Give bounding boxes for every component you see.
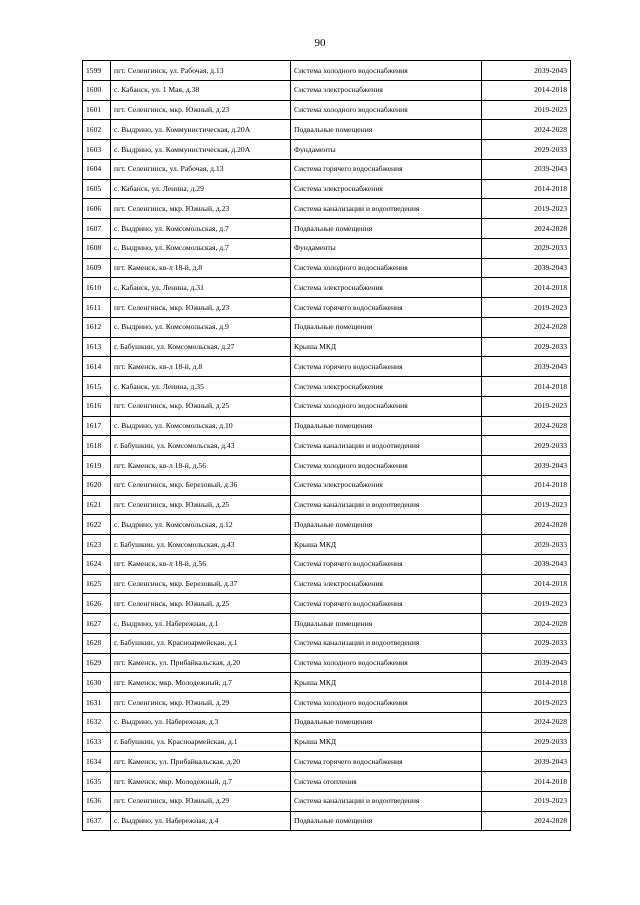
period-cell: 2024-2028 xyxy=(482,515,571,535)
address-cell: пгт. Каменск, кв-л 18-й, д.8 xyxy=(111,258,291,278)
table-row xyxy=(83,199,571,219)
table-row xyxy=(83,693,571,713)
row-number-cell: 1617 xyxy=(83,416,111,436)
row-number-cell: 1614 xyxy=(83,357,111,377)
table-row xyxy=(83,653,571,673)
table-row xyxy=(83,811,571,831)
table-row xyxy=(83,673,571,693)
table-row xyxy=(83,317,571,337)
address-cell: пгт. Селенгинск, мкр. Южный, д.25 xyxy=(111,594,291,614)
period-cell: 2019-2023 xyxy=(482,100,571,120)
table-row xyxy=(83,456,571,476)
period-cell: 2019-2023 xyxy=(482,396,571,416)
table-row xyxy=(83,436,571,456)
address-cell: пгт. Селенгинск, мкр. Южный, д.25 xyxy=(111,396,291,416)
system-cell: Система холодного водоснабжения xyxy=(291,456,482,476)
address-cell: пгт. Селенгинск, ул. Рабочая, д.13 xyxy=(111,61,291,81)
address-cell: пгт. Каменск, кв-л 18-й, д.56 xyxy=(111,456,291,476)
table-row xyxy=(83,396,571,416)
period-cell: 2014-2018 xyxy=(482,772,571,792)
table-row xyxy=(83,140,571,160)
address-cell: пгт. Селенгинск, мкр. Южный, д.23 xyxy=(111,199,291,219)
system-cell: Система канализации и водоотведения xyxy=(291,633,482,653)
row-number-cell: 1600 xyxy=(83,80,111,100)
row-number-cell: 1612 xyxy=(83,317,111,337)
row-number-cell: 1631 xyxy=(83,693,111,713)
table-row xyxy=(83,475,571,495)
row-number-cell: 1632 xyxy=(83,712,111,732)
row-number-cell: 1604 xyxy=(83,159,111,179)
row-number-cell: 1635 xyxy=(83,772,111,792)
system-cell: Система электроснабжения xyxy=(291,574,482,594)
system-cell: Система холодного водоснабжения xyxy=(291,396,482,416)
period-cell: 2029-2033 xyxy=(482,140,571,160)
table-row xyxy=(83,61,571,81)
period-cell: 2014-2018 xyxy=(482,80,571,100)
table-row xyxy=(83,258,571,278)
address-cell: пгт. Селенгинск, мкр. Южный, д.29 xyxy=(111,693,291,713)
row-number-cell: 1603 xyxy=(83,140,111,160)
table-row xyxy=(83,80,571,100)
period-cell: 2019-2023 xyxy=(482,693,571,713)
table-row xyxy=(83,100,571,120)
address-cell: пгт. Селенгинск, мкр. Южный, д.23 xyxy=(111,100,291,120)
row-number-cell: 1629 xyxy=(83,653,111,673)
system-cell: Подвальные помещения xyxy=(291,614,482,634)
period-cell: 2029-2033 xyxy=(482,732,571,752)
table-row xyxy=(83,614,571,634)
period-cell: 2029-2033 xyxy=(482,535,571,555)
system-cell: Крыша МКД xyxy=(291,337,482,357)
address-cell: с. Выдрино, ул. Комсомольская, д.7 xyxy=(111,219,291,239)
system-cell: Подвальные помещения xyxy=(291,120,482,140)
system-cell: Система канализации и водоотведения xyxy=(291,791,482,811)
system-cell: Подвальные помещения xyxy=(291,515,482,535)
system-cell: Система отопления xyxy=(291,772,482,792)
system-cell: Система канализации и водоотведения xyxy=(291,199,482,219)
system-cell: Система горячего водоснабжения xyxy=(291,357,482,377)
system-cell: Фундаменты xyxy=(291,238,482,258)
period-cell: 2014-2018 xyxy=(482,673,571,693)
period-cell: 2014-2018 xyxy=(482,179,571,199)
period-cell: 2039-2043 xyxy=(482,159,571,179)
address-cell: пгт. Селенгинск, мкр. Березовый, д.37 xyxy=(111,574,291,594)
row-number-cell: 1611 xyxy=(83,298,111,318)
address-cell: с. Кабанск, ул. 1 Мая, д.38 xyxy=(111,80,291,100)
table-row xyxy=(83,633,571,653)
address-cell: с. Выдрино, ул. Коммунистическая, д.20А xyxy=(111,120,291,140)
period-cell: 2039-2043 xyxy=(482,258,571,278)
address-cell: пгт. Селенгинск, мкр. Южный, д.29 xyxy=(111,791,291,811)
period-cell: 2039-2043 xyxy=(482,456,571,476)
row-number-cell: 1624 xyxy=(83,554,111,574)
address-cell: г. Бабушкин, ул. Красноармейская, д.1 xyxy=(111,633,291,653)
row-number-cell: 1613 xyxy=(83,337,111,357)
table-row xyxy=(83,377,571,397)
row-number-cell: 1606 xyxy=(83,199,111,219)
table-row xyxy=(83,732,571,752)
address-cell: с. Выдрино, ул. Комсомольская, д.7 xyxy=(111,238,291,258)
period-cell: 2014-2018 xyxy=(482,377,571,397)
row-number-cell: 1625 xyxy=(83,574,111,594)
system-cell: Подвальные помещения xyxy=(291,811,482,831)
address-cell: пгт. Каменск, кв-л 18-й, д.56 xyxy=(111,554,291,574)
system-cell: Система холодного водоснабжения xyxy=(291,258,482,278)
system-cell: Система электроснабжения xyxy=(291,80,482,100)
system-cell: Фундаменты xyxy=(291,140,482,160)
table-row xyxy=(83,791,571,811)
period-cell: 2039-2043 xyxy=(482,554,571,574)
period-cell: 2039-2043 xyxy=(482,752,571,772)
system-cell: Система холодного водоснабжения xyxy=(291,61,482,81)
system-cell: Система канализации и водоотведения xyxy=(291,436,482,456)
table-row xyxy=(83,159,571,179)
system-cell: Система горячего водоснабжения xyxy=(291,594,482,614)
system-cell: Крыша МКД xyxy=(291,673,482,693)
address-cell: с. Выдрино, ул. Комсомольская, д.10 xyxy=(111,416,291,436)
address-cell: г. Бабушкин, ул. Комсомольская, д.43 xyxy=(111,436,291,456)
table-row xyxy=(83,535,571,555)
period-cell: 2024-2028 xyxy=(482,712,571,732)
system-cell: Система электроснабжения xyxy=(291,377,482,397)
row-number-cell: 1626 xyxy=(83,594,111,614)
row-number-cell: 1608 xyxy=(83,238,111,258)
period-cell: 2029-2033 xyxy=(482,238,571,258)
period-cell: 2039-2043 xyxy=(482,357,571,377)
table-row xyxy=(83,337,571,357)
row-number-cell: 1621 xyxy=(83,495,111,515)
system-cell: Система холодного водоснабжения xyxy=(291,653,482,673)
table-row xyxy=(83,594,571,614)
row-number-cell: 1628 xyxy=(83,633,111,653)
period-cell: 2019-2023 xyxy=(482,495,571,515)
row-number-cell: 1623 xyxy=(83,535,111,555)
system-cell: Система холодного водоснабжения xyxy=(291,100,482,120)
period-cell: 2024-2028 xyxy=(482,120,571,140)
address-cell: г. Бабушкин, ул. Комсомольская, д.27 xyxy=(111,337,291,357)
system-cell: Система горячего водоснабжения xyxy=(291,554,482,574)
period-cell: 2024-2028 xyxy=(482,219,571,239)
table-row xyxy=(83,495,571,515)
period-cell: 2019-2023 xyxy=(482,594,571,614)
period-cell: 2024-2028 xyxy=(482,317,571,337)
table-row xyxy=(83,219,571,239)
table-row xyxy=(83,298,571,318)
system-cell: Система канализации и водоотведения xyxy=(291,495,482,515)
row-number-cell: 1609 xyxy=(83,258,111,278)
system-cell: Система горячего водоснабжения xyxy=(291,752,482,772)
system-cell: Подвальные помещения xyxy=(291,317,482,337)
address-cell: пгт. Каменск, мкр. Молодежный, д.7 xyxy=(111,772,291,792)
system-cell: Подвальные помещения xyxy=(291,219,482,239)
period-cell: 2019-2023 xyxy=(482,199,571,219)
period-cell: 2039-2043 xyxy=(482,61,571,81)
period-cell: 2024-2028 xyxy=(482,614,571,634)
system-cell: Крыша МКД xyxy=(291,535,482,555)
table-row xyxy=(83,238,571,258)
address-cell: пгт. Селенгинск, мкр. Южный, д.23 xyxy=(111,298,291,318)
system-cell: Система электроснабжения xyxy=(291,278,482,298)
row-number-cell: 1636 xyxy=(83,791,111,811)
address-cell: пгт. Каменск, ул. Прибайкальская, д.20 xyxy=(111,752,291,772)
table-row xyxy=(83,357,571,377)
address-cell: пгт. Селенгинск, мкр. Березовый, д.36 xyxy=(111,475,291,495)
address-cell: с. Выдрино, ул. Набережная, д.3 xyxy=(111,712,291,732)
address-cell: с. Выдрино, ул. Комсомольская, д.9 xyxy=(111,317,291,337)
system-cell: Подвальные помещения xyxy=(291,712,482,732)
period-cell: 2024-2028 xyxy=(482,811,571,831)
table-row xyxy=(83,712,571,732)
row-number-cell: 1627 xyxy=(83,614,111,634)
system-cell: Система горячего водоснабжения xyxy=(291,159,482,179)
address-cell: пгт. Каменск, ул. Прибайкальская, д.20 xyxy=(111,653,291,673)
address-cell: с. Выдрино, ул. Набережная, д.4 xyxy=(111,811,291,831)
row-number-cell: 1616 xyxy=(83,396,111,416)
address-cell: с. Кабанск, ул. Ленина, д.29 xyxy=(111,179,291,199)
row-number-cell: 1610 xyxy=(83,278,111,298)
row-number-cell: 1637 xyxy=(83,811,111,831)
table-row xyxy=(83,416,571,436)
system-cell: Система электроснабжения xyxy=(291,179,482,199)
address-cell: с. Кабанск, ул. Ленина, д.35 xyxy=(111,377,291,397)
address-cell: с. Выдрино, ул. Комсомольская, д.12 xyxy=(111,515,291,535)
system-cell: Система горячего водоснабжения xyxy=(291,298,482,318)
address-cell: пгт. Селенгинск, ул. Рабочая, д.13 xyxy=(111,159,291,179)
table-row xyxy=(83,574,571,594)
row-number-cell: 1620 xyxy=(83,475,111,495)
table-row xyxy=(83,515,571,535)
address-cell: пгт. Каменск, мкр. Молодежный, д.7 xyxy=(111,673,291,693)
address-cell: г. Бабушкин, ул. Красноармейская, д.1 xyxy=(111,732,291,752)
system-cell: Подвальные помещения xyxy=(291,416,482,436)
row-number-cell: 1618 xyxy=(83,436,111,456)
period-cell: 2039-2043 xyxy=(482,653,571,673)
row-number-cell: 1619 xyxy=(83,456,111,476)
row-number-cell: 1602 xyxy=(83,120,111,140)
register-table xyxy=(82,60,571,831)
table-row xyxy=(83,278,571,298)
row-number-cell: 1599 xyxy=(83,61,111,81)
table-row xyxy=(83,179,571,199)
period-cell: 2019-2023 xyxy=(482,791,571,811)
system-cell: Система электроснабжения xyxy=(291,475,482,495)
row-number-cell: 1630 xyxy=(83,673,111,693)
row-number-cell: 1615 xyxy=(83,377,111,397)
address-cell: пгт. Каменск, кв-л 18-й, д.8 xyxy=(111,357,291,377)
system-cell: Система холодного водоснабжения xyxy=(291,693,482,713)
address-cell: пгт. Селенгинск, мкр. Южный, д.25 xyxy=(111,495,291,515)
address-cell: с. Выдрино, ул. Коммунистическая, д.20А xyxy=(111,140,291,160)
register-table-body xyxy=(83,61,571,831)
period-cell: 2029-2033 xyxy=(482,633,571,653)
address-cell: с. Кабанск, ул. Ленина, д.31 xyxy=(111,278,291,298)
system-cell: Крыша МКД xyxy=(291,732,482,752)
row-number-cell: 1607 xyxy=(83,219,111,239)
page-number: 90 xyxy=(314,37,326,49)
table-row xyxy=(83,120,571,140)
period-cell: 2024-2028 xyxy=(482,416,571,436)
period-cell: 2019-2023 xyxy=(482,298,571,318)
period-cell: 2014-2018 xyxy=(482,574,571,594)
period-cell: 2029-2033 xyxy=(482,337,571,357)
table-row xyxy=(83,772,571,792)
period-cell: 2014-2018 xyxy=(482,278,571,298)
address-cell: г. Бабушкин, ул. Комсомольская, д.43 xyxy=(111,535,291,555)
period-cell: 2014-2018 xyxy=(482,475,571,495)
table-row xyxy=(83,554,571,574)
row-number-cell: 1634 xyxy=(83,752,111,772)
period-cell: 2029-2033 xyxy=(482,436,571,456)
row-number-cell: 1622 xyxy=(83,515,111,535)
row-number-cell: 1605 xyxy=(83,179,111,199)
table-row xyxy=(83,752,571,772)
row-number-cell: 1633 xyxy=(83,732,111,752)
row-number-cell: 1601 xyxy=(83,100,111,120)
address-cell: с. Выдрино, ул. Набережная, д.1 xyxy=(111,614,291,634)
